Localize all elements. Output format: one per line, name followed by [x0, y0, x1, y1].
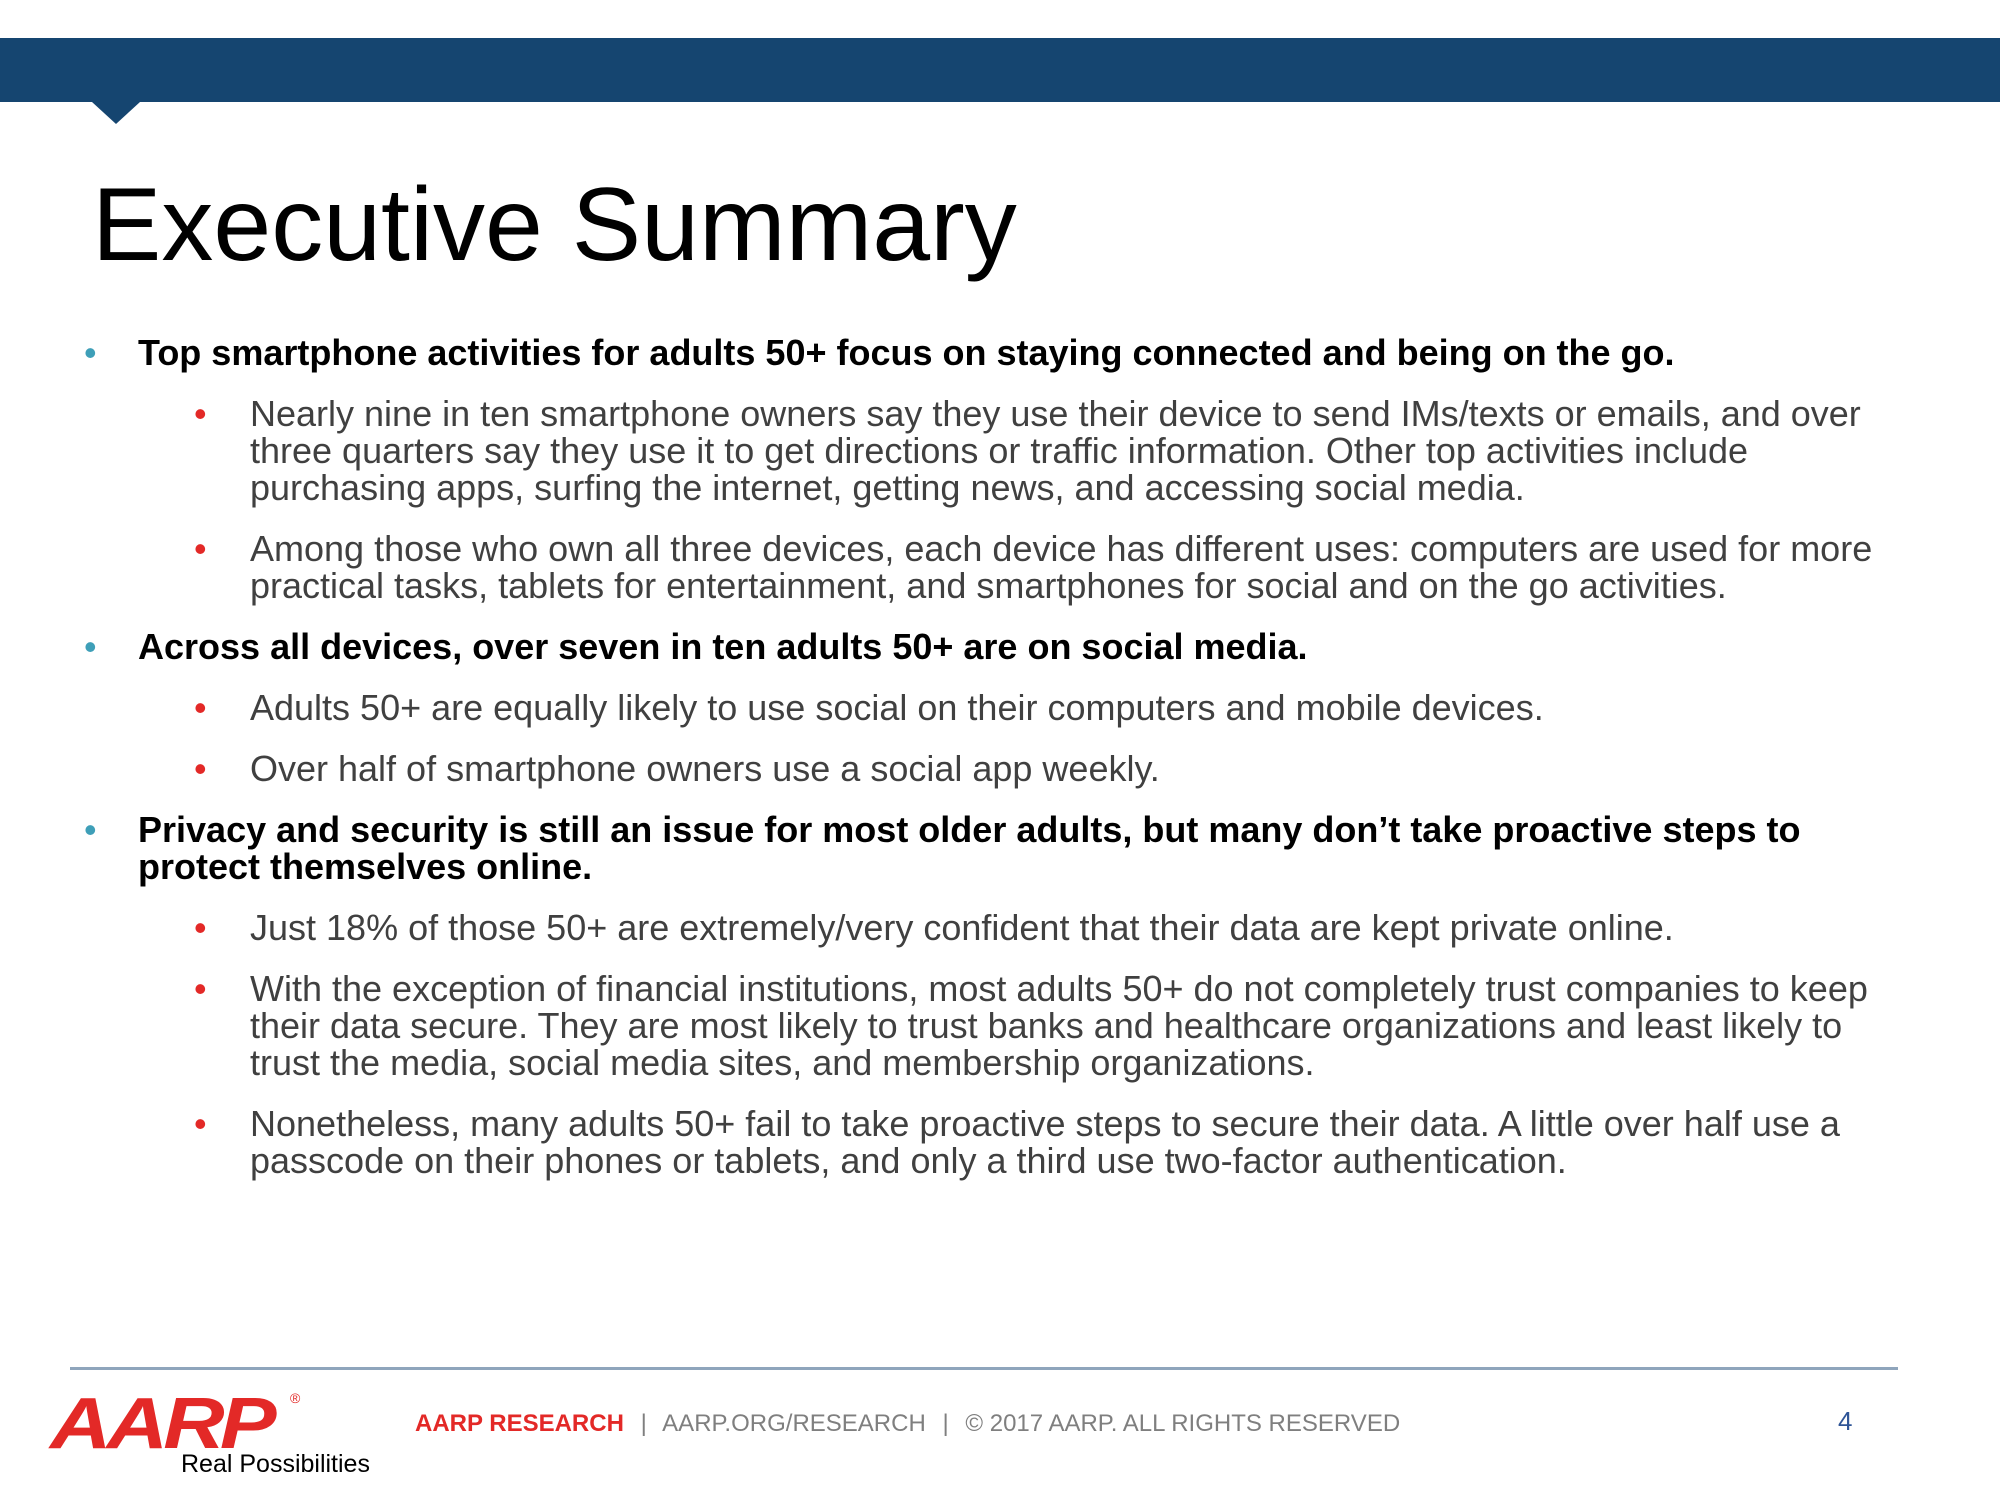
level2-bullet: • — [194, 687, 207, 728]
summary-point-text: Adults 50+ are equally likely to use social on their computers and mobile devices. — [250, 687, 1544, 728]
summary-point — [194, 748, 1910, 789]
logo-wordmark: AARP — [50, 1384, 272, 1464]
header-bar — [0, 38, 2000, 102]
level2-bullet: • — [194, 748, 207, 789]
section-heading-text: Top smartphone activities for adults 50+ focus on staying connected and being on the go. — [138, 332, 1675, 373]
footer-credits — [415, 1410, 1400, 1438]
section-heading — [84, 334, 1924, 371]
section-heading — [84, 811, 1924, 885]
footer-separator: | — [640, 1410, 647, 1437]
section-heading-text: Across all devices, over seven in ten adults 50+ are on social media. — [138, 626, 1308, 667]
header-notch — [92, 102, 140, 124]
summary-point — [194, 1103, 1910, 1181]
section-heading-text: Privacy and security is still an issue for most older adults, but many don’t take proactive steps to protect themselves online. — [138, 809, 1801, 887]
summary-point-text: With the exception of financial institutions, most adults 50+ do not completely trust companies to keep their data secure. They are most likely to trust banks and healthcare organizations and least likely to trust the media, social media sites, and membership organizations. — [250, 968, 1868, 1083]
level1-bullet: • — [84, 626, 97, 667]
footer-url: AARP.ORG/RESEARCH — [662, 1410, 926, 1437]
registered-mark: ® — [290, 1390, 301, 1406]
summary-point — [194, 528, 1910, 606]
summary-point-text: Nonetheless, many adults 50+ fail to take proactive steps to secure their data. A little over half use a passcode on their phones or tablets, and only a third use two-factor authentication. — [250, 1103, 1840, 1181]
summary-point — [194, 393, 1910, 508]
slide-title: Executive Summary — [92, 167, 1017, 283]
page-number: 4 — [1838, 1406, 1853, 1436]
level2-bullet: • — [194, 528, 207, 569]
logo-tagline: Real Possibilities — [181, 1450, 370, 1478]
level2-bullet: • — [194, 968, 207, 1009]
summary-point — [194, 968, 1910, 1083]
aarp-logo — [50, 1384, 370, 1493]
summary-point-text: Nearly nine in ten smartphone owners say they use their device to send IMs/texts or emails, and over three quarters say they use it to get directions or traffic information. Other top activities include purchasing apps, surfing the internet, getting news, and accessing social media. — [250, 393, 1861, 508]
footer-brand: AARP RESEARCH — [415, 1410, 624, 1437]
summary-content — [84, 334, 1924, 1203]
summary-point-text: Just 18% of those 50+ are extremely/very confident that their data are kept private online. — [250, 907, 1674, 948]
footer-copyright: © 2017 AARP. ALL RIGHTS RESERVED — [965, 1410, 1401, 1437]
summary-point-text: Among those who own all three devices, each device has different uses: computers are used for more practical tasks, tablets for entertainment, and smartphones for social and on the go activities. — [250, 528, 1873, 606]
section-heading — [84, 628, 1924, 665]
level2-bullet: • — [194, 393, 207, 434]
level2-bullet: • — [194, 1103, 207, 1144]
summary-point — [194, 687, 1910, 728]
footer-separator: | — [942, 1410, 949, 1437]
level1-bullet: • — [84, 809, 97, 850]
level2-bullet: • — [194, 907, 207, 948]
summary-point-text: Over half of smartphone owners use a social app weekly. — [250, 748, 1160, 789]
footer-divider — [70, 1367, 1898, 1370]
summary-point — [194, 907, 1910, 948]
level1-bullet: • — [84, 332, 97, 373]
